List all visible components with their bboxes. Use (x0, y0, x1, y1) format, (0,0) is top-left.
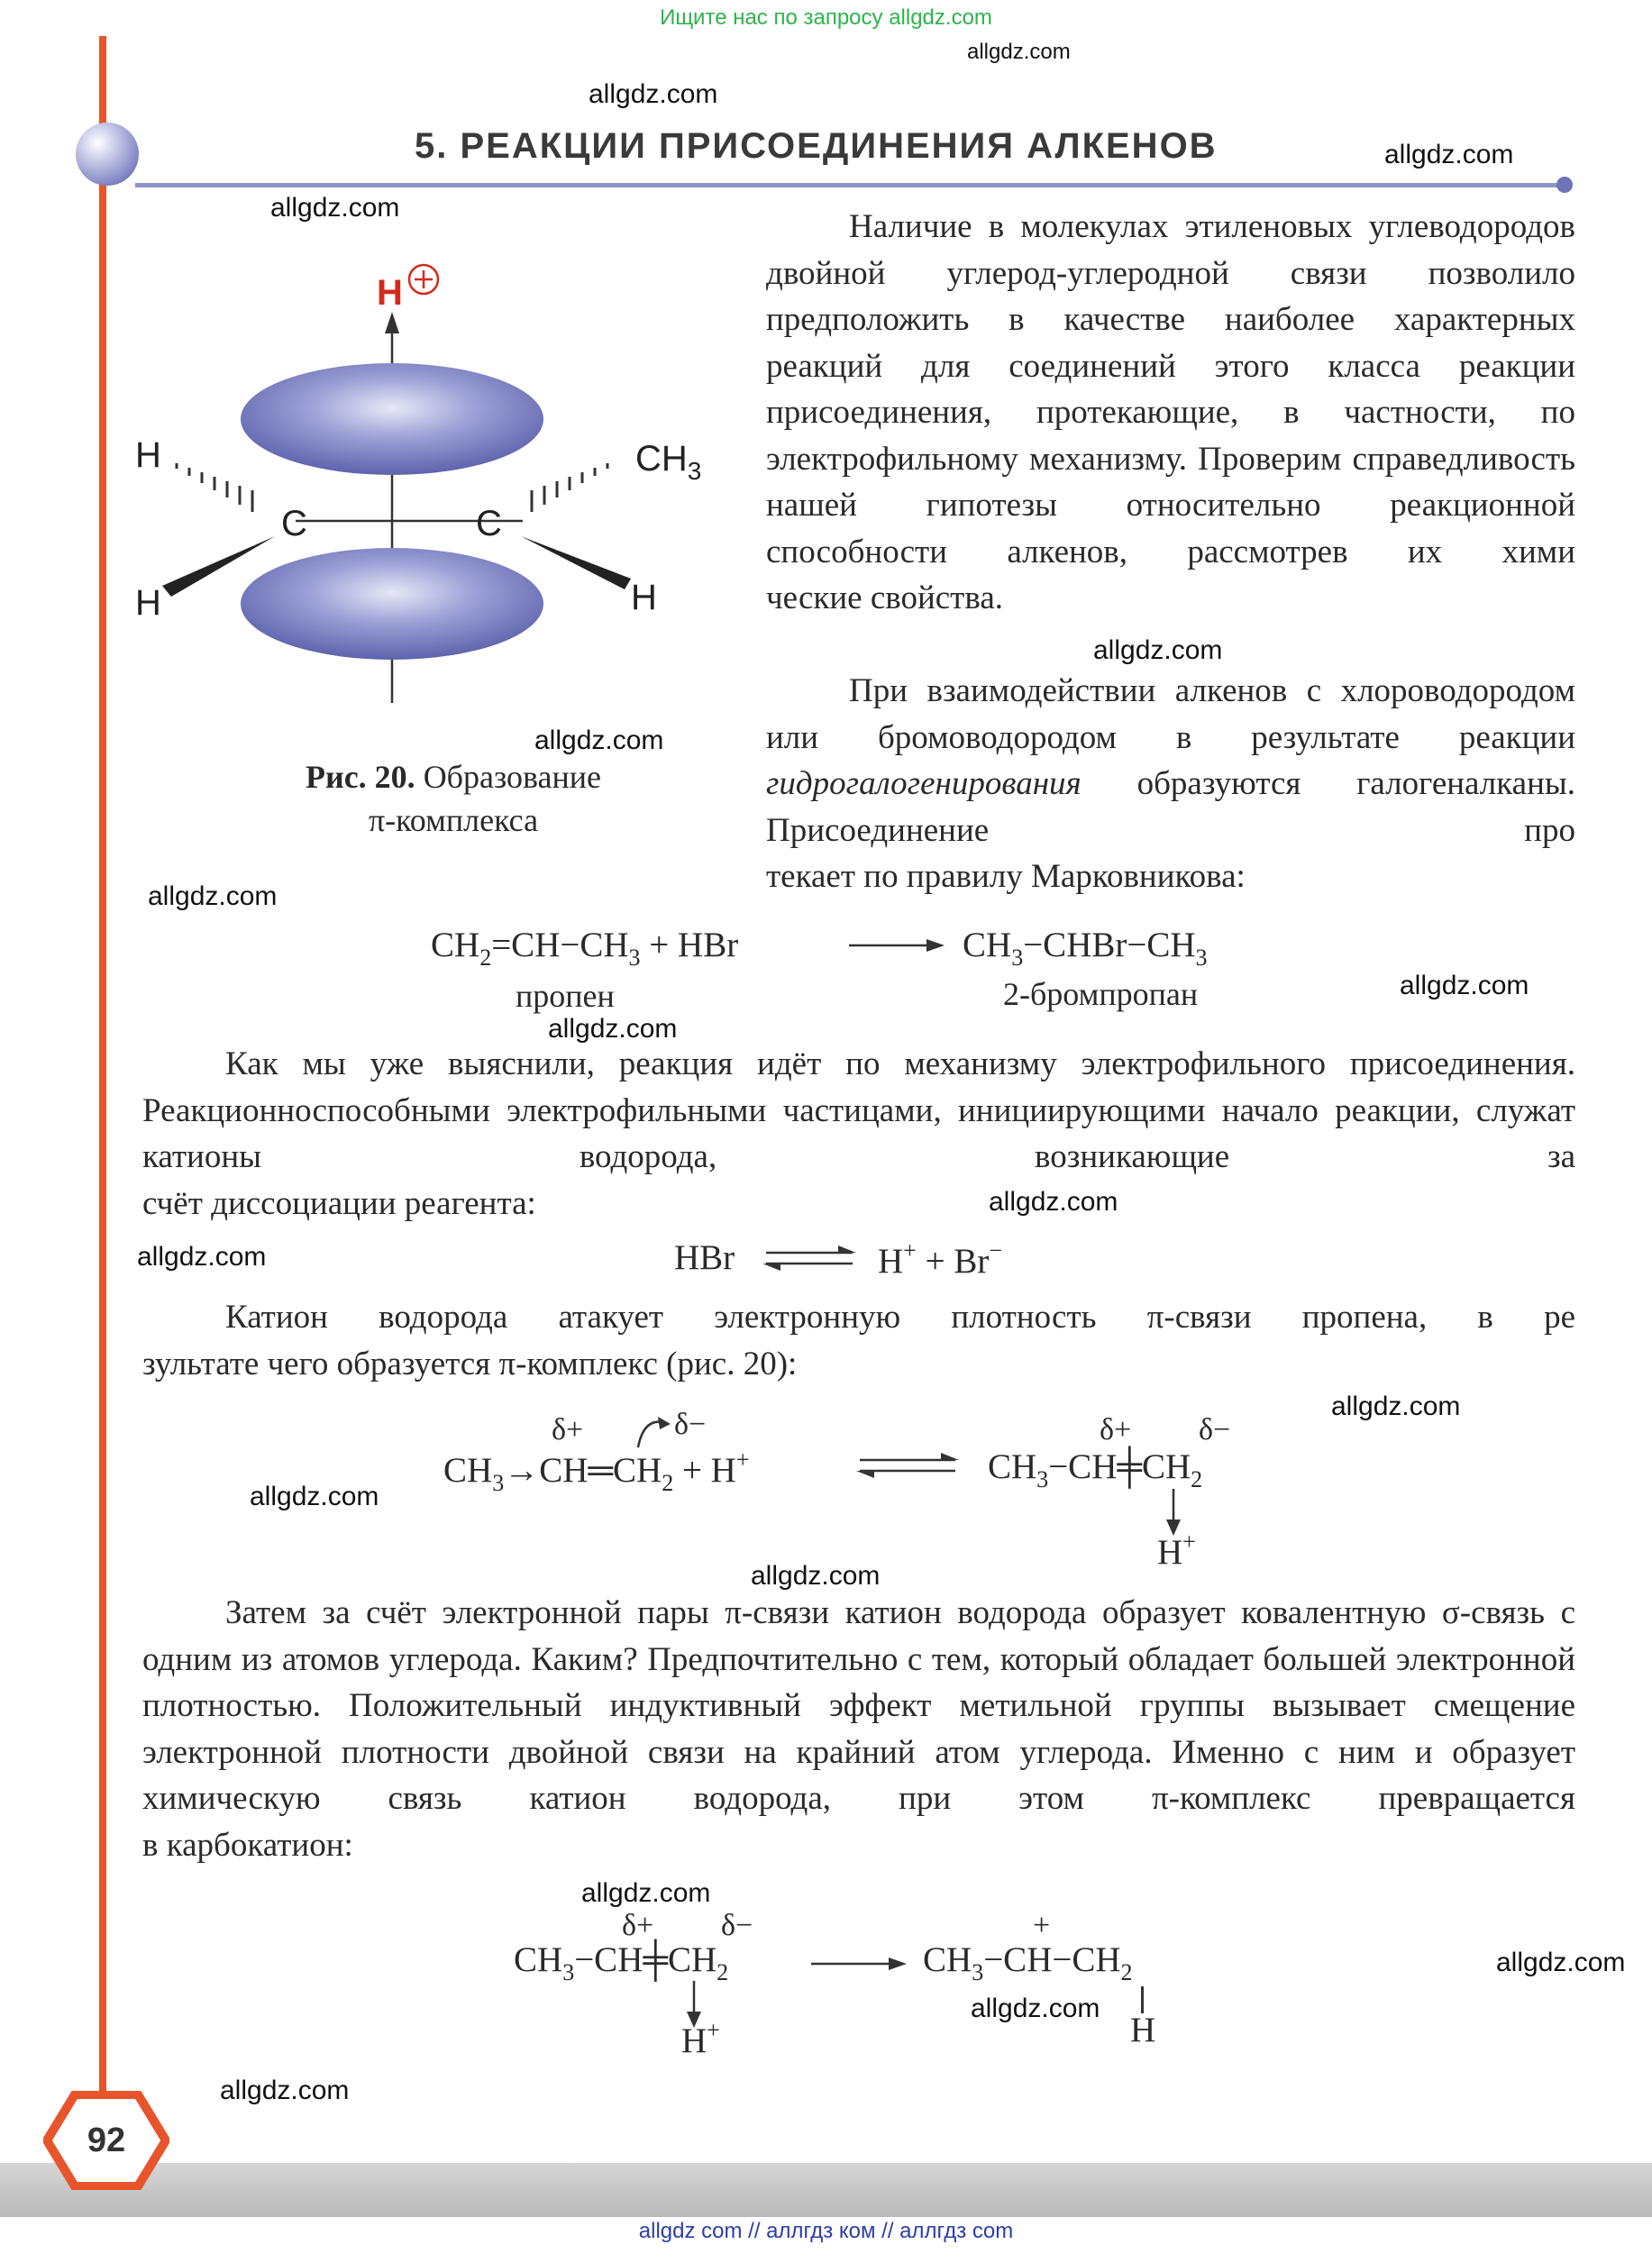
c-atom-left: C (281, 504, 307, 543)
watermark: allgdz.com (148, 881, 278, 911)
delta-minus: δ− (721, 1909, 753, 1942)
delta-plus: δ+ (1100, 1413, 1132, 1446)
h-atom-top-left: H (135, 435, 161, 475)
footer-band (0, 2163, 1652, 2217)
h-plus-label: H+ (1157, 1529, 1196, 1572)
paragraph-2: При взаимодействии алкенов с хлороводородом или бромоводородом в результате реакции гидрогалогенирования образуются галогеналканы. Присоединение про текает по правилу Марковникова: (766, 672, 1575, 895)
h-atom-bottom-left: H (135, 583, 161, 623)
watermark: allgdz.com (1400, 971, 1529, 1000)
watermark-bottom[interactable]: allgdz com // аллгдз ком // аллгдз com (638, 2219, 1014, 2243)
reaction-arrow (847, 935, 946, 955)
caption-text: Образование (423, 759, 602, 795)
heading-rule-dot (1556, 177, 1573, 193)
pi-lobe-top (241, 363, 543, 475)
watermark: allgdz.com (270, 193, 400, 223)
emphasis-term: гидрогалогенирования (766, 765, 1082, 802)
watermark: allgdz.com (1384, 140, 1514, 169)
pi-complex-figure (126, 243, 739, 712)
h-atom-bottom-right: H (631, 578, 657, 617)
h-plus-atom: H (377, 273, 403, 313)
paragraph-5: Затем за счёт электронной пары π-связи катион водорода образует ковалентную σ-связь с одним из атомов углерода. Каким? Предпочтительно с тем, который обладает большей электронной плотностью. Положительный индуктивный эффект метильной группы вызывает смещение электронной плотности двойной связи на крайний атом углерода. Именно с ним и образует химическую связь катион водорода, при этом π-комплекс превращается в карбокатион: (142, 1594, 1575, 1864)
hashed-bond-left (177, 463, 252, 512)
paragraph-4: Катион водорода атакует электронную плотность π-связи пропена, в ре зультате чего образуется π-комплекс (рис. 20): (142, 1299, 1575, 1383)
watermark: allgdz.com (137, 1242, 267, 1272)
equilibrium-arrow (762, 1244, 858, 1274)
delta-plus: δ+ (552, 1413, 584, 1446)
margin-line (99, 36, 106, 2163)
caption-label: Рис. 20. (305, 759, 415, 795)
watermark: allgdz.com (1331, 1392, 1461, 1421)
heading-rule (135, 183, 1564, 187)
watermark: allgdz.com (581, 1878, 711, 1908)
equilibrium-arrow (856, 1451, 961, 1482)
watermark: allgdz.com (751, 1561, 881, 1591)
watermark: allgdz.com (589, 79, 718, 109)
watermark: allgdz.com (989, 1187, 1118, 1217)
wedge-bond-right (521, 536, 631, 589)
h-plus-label: H+ (681, 2017, 720, 2060)
caption-line2: π-комплекса (368, 802, 539, 838)
equation-4-rhs: $CH_3-CH-CH_2$ (923, 1940, 1133, 1985)
watermark: allgdz.com (1093, 635, 1223, 665)
reaction-arrow (809, 1954, 908, 1974)
equation-3-lhs: $CH_3\to CH═CH_2 + H^+$ (443, 1446, 750, 1496)
pi-lobe-bottom (241, 548, 543, 660)
equation-1-rhs: $CH_3-CHBr-CH_3$ (963, 926, 1208, 971)
equation-2-rhs: H+ + Br− (878, 1237, 1003, 1281)
ch3-group: $CH_3$ (635, 439, 702, 485)
paragraph-1: Наличие в молекулах этиленовых углеводородов двойной углерод-углеродной связи позволило предположить в качестве наиболее характерных реакций для соединений этого класса реакции присоединения, протекающие, в частности, по электрофильному механизму. Проверим справедливость нашей гипотезы относительно реакционной способности алкенов, рассмотрев их хими ческие свойства. (766, 208, 1575, 616)
label-propene: пропен (516, 978, 615, 1014)
watermark: allgdz.com (548, 1014, 678, 1044)
equation-2-lhs: HBr (674, 1238, 735, 1277)
delta-plus: δ+ (622, 1909, 654, 1942)
c-atom-right: C (476, 504, 502, 543)
curved-arrow (631, 1415, 676, 1451)
arrow-up (385, 312, 399, 333)
h-atom-label: H (1130, 2011, 1156, 2049)
carbocation-plus-mark: + (1033, 1909, 1051, 1942)
paragraph-3: Как мы уже выяснили, реакция идёт по механизму электрофильного присоединения. Реакционноспособными электрофильными частицами, инициирующими начало реакции, служат катионы водорода, возникающие за счёт диссоциации реагента: (142, 1045, 1575, 1222)
watermark: allgdz.com (971, 1994, 1100, 2023)
label-2-bromopropane: 2-бромпропан (1003, 976, 1199, 1012)
equation-4-lhs: $CH_3-CH╪CH_2$ (514, 1940, 729, 1985)
equation-3-rhs: $CH_3-CH╪CH_2$ (988, 1447, 1203, 1492)
watermark-top[interactable]: Ищите нас по запросу allgdz.com (660, 5, 992, 30)
delta-minus: δ− (674, 1408, 707, 1441)
watermark: allgdz.com (534, 725, 664, 755)
watermark: allgdz.com (220, 2076, 350, 2105)
hashed-bond-right (532, 463, 607, 512)
page-number: 92 (87, 2122, 126, 2159)
watermark: allgdz.com (250, 1482, 379, 1511)
delta-minus: δ− (1199, 1413, 1231, 1446)
watermark: allgdz.com (967, 40, 1071, 64)
section-heading: 5. РЕАКЦИИ ПРИСОЕДИНЕНИЯ АЛКЕНОВ (415, 126, 1218, 166)
equation-1-lhs: $CH_2=CH-CH_3$ + HBr (431, 926, 739, 971)
heading-ball-ornament (76, 123, 139, 186)
watermark: allgdz.com (1496, 1948, 1626, 1977)
figure-caption (242, 755, 665, 842)
